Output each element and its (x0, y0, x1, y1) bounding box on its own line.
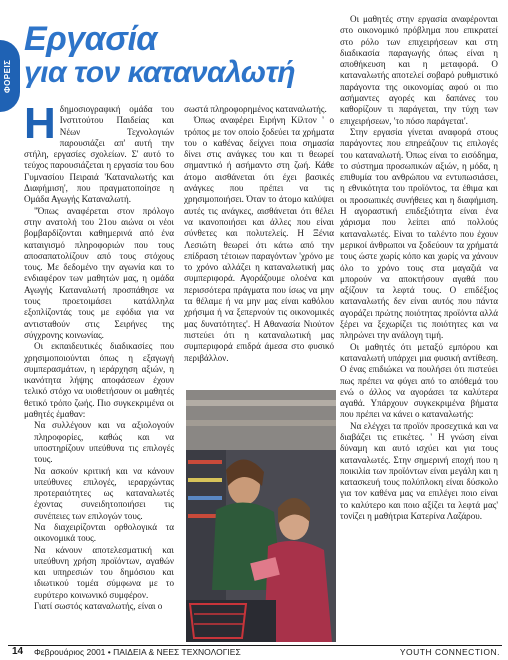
learning-item: Να συλλέγουν και να αξιολογούν πληροφορίες, καθώς και να υποστηρίζουν υπεύθυνα τις επιλογές τους. (34, 420, 174, 465)
paragraph: Οι εκπαιδευτικές διαδικασίες που χρησιμοποιούνται όπως η εξαγωγή συμπερασμάτων, η ιεράρχηση αξιών, η ικανότητα λήψης αποφάσεων έχουν τελικό στόχο να υιοθετήσουν οι μαθητές θετικό τρόπο ζωής. Πιο συγκεκριμένα οι μαθητές έμαθαν: (24, 341, 174, 420)
column-3 (340, 14, 498, 522)
intro-text: δημοσιογραφική ομάδα του Ινστιτούτου Παιδείας και Νέων Τεχνολογιών παρουσιάζει απ' αυτή την στήλη, εργασίες σχολείων. Σ' αυτό το τεύχος παρουσιάζεται η εργασία του 6ου Γυμνασίου Πειραιά 'Καταναλωτής και Διαφήμιση', που πραγματοποίησε η Ομάδα Αγωγής Καταναλωτή. (24, 104, 174, 205)
paragraph: Γιατί σωστός καταναλωτής, είναι ο (34, 601, 163, 612)
title-line-2: για τον καταναλωτή (24, 56, 296, 89)
paragraph: Να ελέγχει τα προϊόν προσεχτικά και να διαβάζει τις ετικέτες. ' Η γνώση είναι δύναμη και αυτό ισχύει και για τους καταναλωτές. Στην σημερινή εποχή που η ποικιλία των προϊόντων είναι μεγάλη και η κατασκευή τους πολύπλοκη είναι δύσκολο για τον καθένα μας να επιλέγει ποιο είναι το καλύτερο και ποιο αξίζει τα λεφτά μας' τονίζει η μαθήτρια Κατερίνα Λαζάρου. (340, 420, 498, 522)
page-number: 14 (12, 646, 24, 657)
footer-publication: Φεβρουάριος 2001 • ΠΑΙΔΕΙΑ & ΝΕΕΣ ΤΕΧΝΟΛΟΓΙΕΣ (34, 647, 241, 657)
dropcap: Η (24, 99, 56, 148)
paragraph: Οι μαθητές ότι μεταξύ εμπόρου και καταναλωτή υπάρχει μια φυσική αντίθεση. Ο ένας επιδιώκει να πουλήσει ότι πιστεύει πως πρέπει να φύγει από το απόθεμά του ενώ ο άλλος να αγοράσει τα καλύτερα αγαθά. Υπάρχουν συγκεκριμένα βήματα που πρέπει να κάνει ο καταναλωτής: (340, 341, 498, 420)
paragraph: σωστά πληροφορημένος καταναλωτής. (184, 104, 327, 114)
column-2 (184, 104, 334, 364)
shopping-scene-illustration (186, 390, 336, 642)
paragraph: Οι μαθητές στην εργασία αναφέρονται στο οικονομικό πρόβλημα που επικρατεί στο ρόλο των επιχειρήσεων και στη διαδικασία παραγωγής όπως είναι η αποθήκευση και η μεταφορά. Ο καταναλωτής αποτελεί σοβαρό ρυθμιστικό παράγοντα της οικονομίας αφού οι πιο ασήμαντες αγορές και δαπάνες του καθορίζουν τι παράγεται, την τύχη των επιχειρήσεων, 'το πόσο παράγεται'. (340, 14, 498, 126)
intro-paragraph (24, 99, 174, 206)
article-photo (186, 390, 336, 642)
paragraph: Στην εργασία γίνεται αναφορά στους παράγοντες που επηρεάζουν τις επιλογές του καταναλωτή. Όπως είναι το εισόδημα, το σύστημα προσωπικών αξιών, η μόδα, η επιθυμία του ανθρώπου να εντυπωσιάσει, η εθνικότητα του προϊόντος, τα έθιμα και οι προσωπικές συνήθειες και η διαφήμιση. Η αγοραστική επιδεξιότητα είναι ένα χάρισμα που λείπει από πολλούς καταναλωτές. Είναι το ταλέντο που έχουν μερικοί άνθρωποι να ξοδεύουν τα χρήματά τους ώστε χωρίς κόπο και χωρίς να χάνουν όλο το χρόνο τους στα μαγαζιά να μπορούν να αποκτήσουν αγαθά που αξίζουν τα λεφτά τους. Ο επιδέξιος καταναλωτής δεν είναι αυτός που πάντα αγοράζει πρώτης ποιότητας προϊόντα αλλά ξέρει να ξεχωρίζει τις ποιότητες και να πληρώνει την ανάλογη τιμή. (340, 126, 498, 341)
learning-item: Να κάνουν αποτελεσματική και υπεύθυνη χρήση προϊόντων, αγαθών και υπηρεσιών του δημόσιου και ιδιωτικού τομέα σύμφωνα με το ευρύτερο κοινωνικό συμφέρον. (34, 544, 174, 600)
column-1 (24, 99, 174, 612)
footer-rule (8, 645, 502, 646)
learning-item: Να διαχειρίζονται ορθολογικά τα οικονομικά τους. (34, 521, 174, 544)
article-title (24, 22, 324, 90)
paragraph: Όπως αναφέρει Ειρήνη Κίλτον ' ο τρόπος με τον οποίο ξοδεύει τα χρήματα του ο καθένας δείχνει ποια σημασία δίνει στις ανάγκες του και τι θεωρεί σημαντικό ή ασήμαντο στη ζωή. Κάθε άτομο αισθάνεται ότι έχει βασικές ανάγκες που πρέπει να τις χρησιμοποιήσει. Όταν το άτομο καλύψει αυτές τις ανάγκες, αισθάνεται ότι θέλει να ικανοποιήσει και άλλες που είναι σύνθετες και πολυτελείς. Η Ξένια Λεσιώτη θεωρεί ότι κάτω από την επίδραση τέτοιων παραγόντων 'χρόνο με το χρόνο αλλάζει η καταναλωτική μας συμπεριφορά. Αγοράζουμε ολοένα και περισσότερα πράγματα που ίσως να μην τα θέλαμε ή να μην μας είναι καθόλου χρήσιμα ή να ξεπερνούν τις οικονομικές μας δυνατότητες'. Η Αθανασία Νιούτον πιστεύει ότι η καταναλωτική μας συμπεριφορά επιδρά άμεσα στο φυσικό περιβάλλον. (184, 115, 334, 363)
footer-section: YOUTH CONNECTION. (399, 647, 500, 657)
paragraph: "Όπως αναφέρεται στον πρόλογο στην ανατολή του 21ου αιώνα οι νέοι βομβαρδίζονται καθημερινά από ένα καταιγισμό πληροφοριών που τους αποσαπατολίζουν από τους στόχους τους. Με δεδομένο την αγωνία και το ενδιαφέρον των μαθητών μας, η ομάδα Αγωγής Καταναλωτή προσπάθησε να τους προετοιμάσει κατάλληλα εξοπλίζοντάς τους με εφόδια για να αντισταθούν στις Σειρήνες της σύγχρονης κοινωνίας. (24, 205, 174, 340)
learning-item: Να ασκούν κριτική και να κάνουν υπεύθυνες επιλογές, ιεραρχώντας προτεραιότητες ως καταναλωτές έχοντας συνειδητοποιήσει τις συνέπειες των επιλογών τους. (34, 465, 174, 521)
section-tab-label: ΦΟΡΕΙΣ (3, 59, 12, 93)
title-line-1: Εργασία (24, 20, 157, 58)
